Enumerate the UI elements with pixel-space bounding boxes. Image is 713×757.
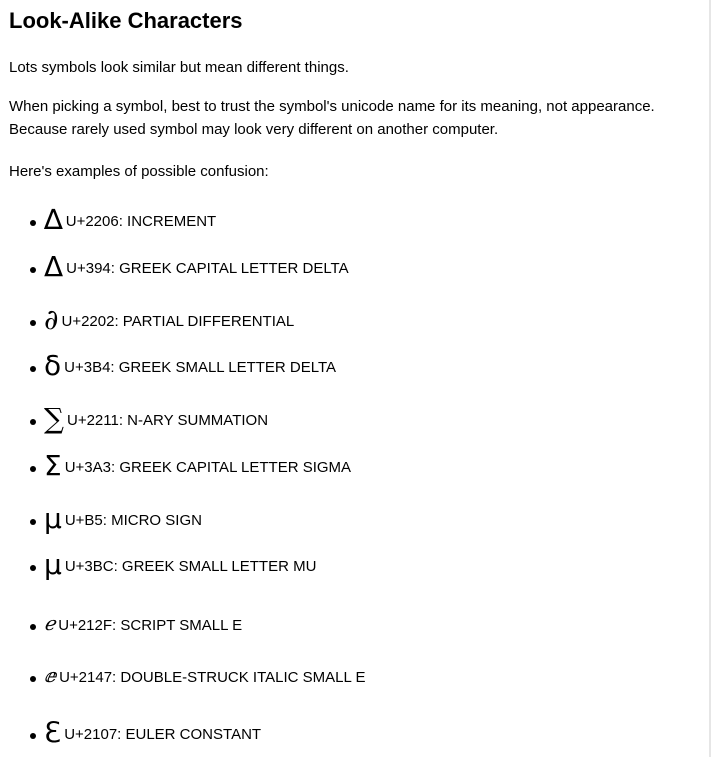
symbol-label: U+2206: INCREMENT: [65, 213, 217, 230]
symbol-glyph: ∆: [44, 203, 63, 236]
list-item: [30, 200, 216, 240]
list-item: [30, 604, 242, 644]
list-item: [30, 656, 365, 696]
bullet-icon: [30, 733, 36, 739]
symbol-label: U+3A3: GREEK CAPITAL LETTER SIGMA: [64, 459, 352, 476]
list-item: [30, 545, 316, 585]
bullet-icon: [30, 366, 36, 372]
list-item: [30, 247, 349, 287]
intro-paragraph: Lots symbols look similar but mean different things.: [9, 59, 349, 76]
symbol-glyph: Δ: [44, 250, 64, 283]
symbol-label: U+B5: MICRO SIGN: [64, 512, 202, 529]
bullet-icon: [30, 624, 36, 630]
bullet-icon: [30, 267, 36, 273]
symbol-label: U+3B4: GREEK SMALL LETTER DELTA: [64, 359, 337, 376]
bullet-icon: [30, 676, 36, 682]
bullet-icon: [30, 320, 36, 326]
symbol-label: U+2147: DOUBLE-STRUCK ITALIC SMALL E: [59, 669, 366, 686]
examples-paragraph: Here's examples of possible confusion:: [9, 163, 269, 180]
symbol-label: U+2107: EULER CONSTANT: [64, 726, 262, 743]
symbol-label: U+394: GREEK CAPITAL LETTER DELTA: [66, 260, 349, 277]
list-item: [30, 713, 261, 753]
bullet-icon: [30, 565, 36, 571]
symbol-label: U+3BC: GREEK SMALL LETTER MU: [64, 558, 317, 575]
bullet-icon: [30, 220, 36, 226]
advice-paragraph: [9, 95, 655, 141]
symbol-label: U+2202: PARTIAL DIFFERENTIAL: [61, 313, 295, 330]
bullet-icon: [30, 519, 36, 525]
symbol-label: U+2211: N-ARY SUMMATION: [67, 412, 269, 429]
list-item: [30, 446, 351, 486]
symbol-glyph: ℯ: [44, 613, 56, 635]
symbol-label: U+212F: SCRIPT SMALL E: [58, 617, 243, 634]
advice-line-1: When picking a symbol, best to trust the symbol's unicode name for its meaning, not appearance.: [9, 98, 655, 115]
page-title: Look-Alike Characters: [9, 8, 243, 33]
symbol-glyph: δ: [44, 349, 62, 382]
list-item: [30, 399, 268, 439]
symbol-glyph: ⅇ: [44, 665, 57, 687]
symbol-glyph: μ: [44, 548, 62, 581]
bullet-icon: [30, 466, 36, 472]
bullet-icon: [30, 419, 36, 425]
symbol-glyph: µ: [44, 502, 62, 535]
symbol-glyph: ∂: [44, 303, 59, 336]
advice-line-2: Because rarely used symbol may look very different on another computer.: [9, 121, 499, 138]
symbol-glyph: ∑: [44, 402, 64, 435]
list-item: [30, 346, 336, 386]
list-item: [30, 499, 202, 539]
list-item: [30, 300, 294, 340]
symbol-glyph: ℇ: [44, 716, 62, 749]
symbol-glyph: Σ: [44, 449, 62, 482]
